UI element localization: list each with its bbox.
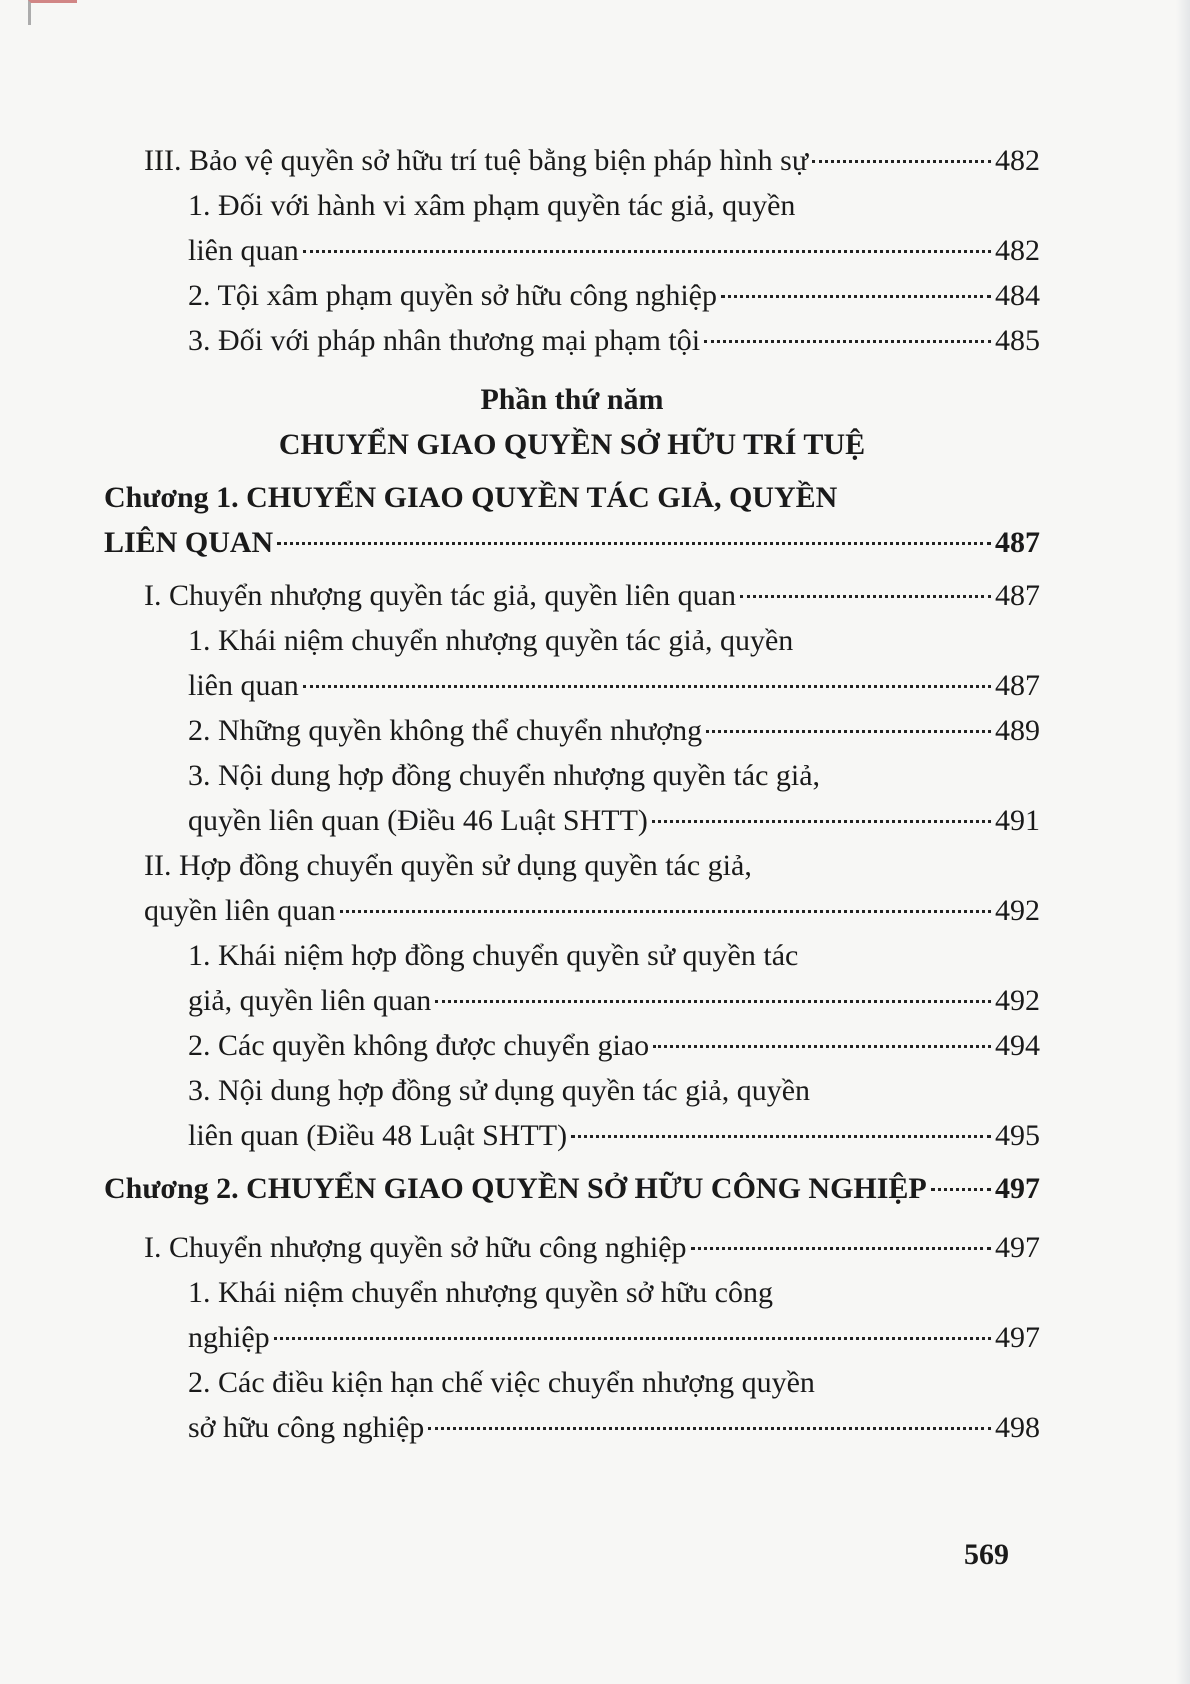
toc-entry [104, 1023, 1040, 1068]
dot-leader [691, 1247, 991, 1250]
toc-entry-page: 492 [995, 894, 1040, 927]
toc-entry-title-cont: liên quan (Điều 48 Luật SHTT) [188, 1119, 568, 1152]
toc-entry [104, 798, 1040, 843]
toc-entry-title: III. Bảo vệ quyền sở hữu trí tuệ bằng biện pháp hình sự [144, 144, 809, 177]
page-number: 569 [964, 1538, 1009, 1571]
page-edge [1176, 0, 1190, 1684]
table-of-contents [104, 138, 1040, 1450]
dot-leader [704, 340, 991, 343]
chapter-title-cont: LIÊN QUAN [104, 526, 274, 559]
toc-entry-page: 484 [995, 279, 1040, 312]
chapter-page: 497 [995, 1172, 1040, 1205]
corner-mark [28, 0, 77, 25]
chapter-page: 487 [995, 526, 1040, 559]
toc-entry-page: 494 [995, 1029, 1040, 1062]
toc-entry-title-cont: liên quan [188, 669, 299, 702]
dot-leader [721, 295, 991, 298]
toc-entry [104, 1405, 1040, 1450]
toc-entry-title: 2. Các điều kiện hạn chế việc chuyển nhượng quyền [188, 1366, 815, 1399]
part-number: Phần thứ năm [480, 383, 664, 416]
dot-leader [706, 730, 991, 733]
toc-entry-title-cont: liên quan [188, 234, 299, 267]
dot-leader [812, 160, 991, 163]
toc-entry [104, 318, 1040, 363]
chapter-entry [104, 1166, 1040, 1211]
toc-entry-title-cont: giả, quyền liên quan [188, 984, 432, 1017]
toc-entry-title: 3. Nội dung hợp đồng sử dụng quyền tác giả, quyền [188, 1074, 811, 1107]
toc-entry-title: 1. Khái niệm chuyển nhượng quyền tác giả, quyền [188, 624, 794, 657]
part-title: CHUYỂN GIAO QUYỀN SỞ HỮU TRÍ TUỆ [278, 428, 866, 461]
toc-entry-page: 482 [995, 144, 1040, 177]
dot-leader [740, 595, 991, 598]
toc-entry-page: 487 [995, 669, 1040, 702]
toc-entry-title: 1. Đối với hành vi xâm phạm quyền tác giả, quyền [188, 189, 796, 222]
toc-entry-page: 491 [995, 804, 1040, 837]
toc-entry [104, 138, 1040, 183]
toc-entry [104, 1113, 1040, 1158]
dot-leader [277, 542, 991, 545]
toc-entry-page: 489 [995, 714, 1040, 747]
toc-entry-title: 3. Đối với pháp nhân thương mại phạm tội [188, 324, 701, 357]
dot-leader [303, 685, 991, 688]
dot-leader [652, 820, 991, 823]
toc-entry-title: II. Hợp đồng chuyển quyền sử dụng quyền tác giả, [144, 849, 752, 882]
toc-entry [104, 888, 1040, 933]
toc-entry [104, 573, 1040, 618]
toc-entry-page: 485 [995, 324, 1040, 357]
toc-entry-page: 482 [995, 234, 1040, 267]
dot-leader [303, 250, 991, 253]
toc-entry-title-cont: quyền liên quan (Điều 46 Luật SHTT) [188, 804, 648, 837]
toc-entry [104, 1225, 1040, 1270]
toc-entry-title-cont: quyền liên quan [144, 894, 336, 927]
chapter-title: Chương 1. CHUYỂN GIAO QUYỀN TÁC GIẢ, QUYỀN [104, 481, 838, 514]
dot-leader [571, 1135, 991, 1138]
toc-entry-title: 2. Các quyền không được chuyển giao [188, 1029, 650, 1062]
toc-entry [104, 228, 1040, 273]
dot-leader [274, 1337, 991, 1340]
chapter-title: Chương 2. CHUYỂN GIAO QUYỀN SỞ HỮU CÔNG NGHIỆP [104, 1172, 927, 1205]
toc-entry [104, 663, 1040, 708]
toc-entry-page: 487 [995, 579, 1040, 612]
toc-entry-page: 492 [995, 984, 1040, 1017]
toc-entry-title: 1. Khái niệm hợp đồng chuyển quyền sử quyền tác [188, 939, 799, 972]
toc-entry-page: 497 [995, 1321, 1040, 1354]
toc-entry-title: I. Chuyển nhượng quyền tác giả, quyền liên quan [144, 579, 736, 612]
toc-entry-page: 497 [995, 1231, 1040, 1264]
dot-leader [653, 1045, 991, 1048]
dot-leader [435, 1000, 991, 1003]
toc-entry-page: 498 [995, 1411, 1040, 1444]
toc-entry-title: 2. Những quyền không thể chuyển nhượng [188, 714, 703, 747]
toc-entry-title: I. Chuyển nhượng quyền sở hữu công nghiệp [144, 1231, 687, 1264]
toc-entry-title: 3. Nội dung hợp đồng chuyển nhượng quyền tác giả, [188, 759, 821, 792]
toc-entry-title-cont: nghiệp [188, 1321, 270, 1354]
dot-leader [340, 910, 991, 913]
toc-entry-title: 1. Khái niệm chuyển nhượng quyền sở hữu công [188, 1276, 773, 1309]
toc-entry-page: 495 [995, 1119, 1040, 1152]
dot-leader [931, 1188, 991, 1191]
toc-entry-title-cont: sở hữu công nghiệp [188, 1411, 425, 1444]
dot-leader [428, 1427, 991, 1430]
toc-entry [104, 1315, 1040, 1360]
toc-entry [104, 273, 1040, 318]
toc-entry-title: 2. Tội xâm phạm quyền sở hữu công nghiệp [188, 279, 717, 312]
toc-entry [104, 978, 1040, 1023]
toc-entry [104, 708, 1040, 753]
chapter-entry [104, 520, 1040, 565]
